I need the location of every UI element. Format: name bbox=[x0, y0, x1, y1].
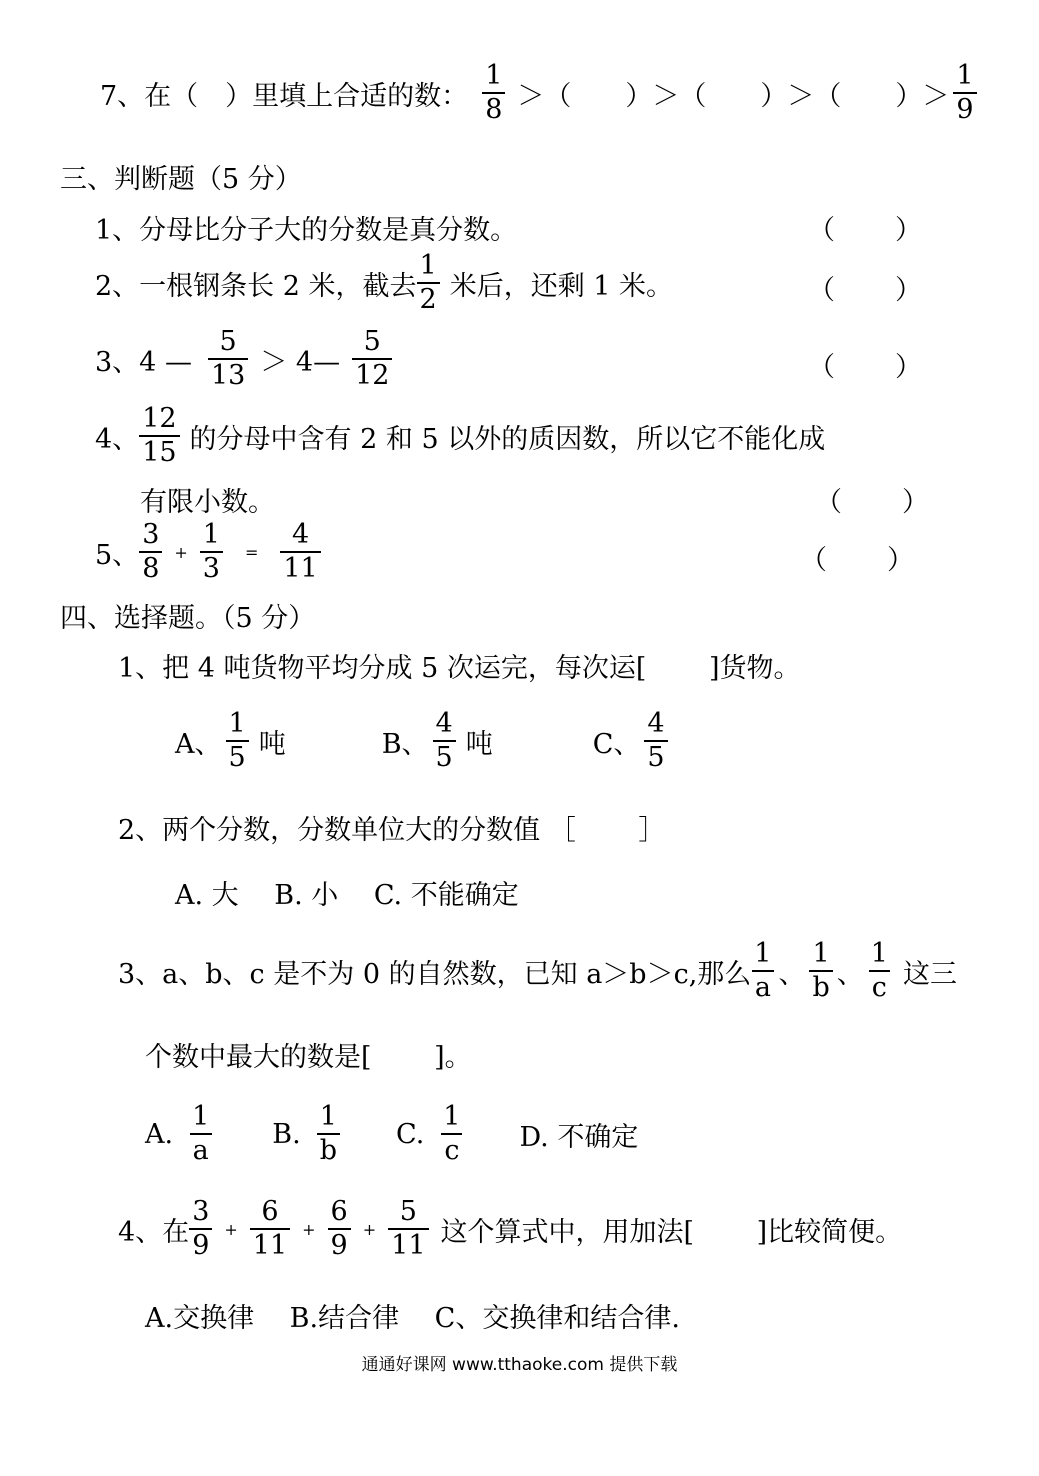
choice-q4 bbox=[118, 1198, 902, 1261]
numerator: 1 bbox=[319, 1101, 337, 1132]
item-text: 2、一根钢条长 2 米，截去 bbox=[95, 270, 417, 302]
choice-q3-options bbox=[145, 1103, 638, 1166]
section3-title: 三、判断题（5 分） bbox=[60, 164, 302, 195]
fraction bbox=[868, 940, 891, 1003]
item-text: 5、 bbox=[95, 539, 140, 571]
item-text: 3、4 — bbox=[95, 346, 192, 378]
fraction bbox=[388, 1198, 428, 1261]
numerator: 4 bbox=[435, 708, 453, 739]
option-label: B. bbox=[272, 1118, 301, 1150]
fraction bbox=[250, 1198, 290, 1261]
numerator: 1 bbox=[812, 938, 830, 969]
denominator: 12 bbox=[352, 358, 392, 390]
fraction bbox=[433, 710, 456, 773]
fraction bbox=[189, 1198, 212, 1261]
denominator: 11 bbox=[280, 551, 320, 583]
fraction bbox=[482, 62, 505, 125]
answer-paren[interactable]: （ ） bbox=[815, 487, 931, 518]
judge-item-5 bbox=[95, 521, 325, 584]
judge-item-3 bbox=[95, 328, 396, 391]
item-text: 米后，还剩 1 米。 bbox=[449, 270, 674, 302]
fraction bbox=[200, 521, 223, 584]
numerator: 1 bbox=[754, 938, 772, 969]
separator: 、 bbox=[836, 958, 864, 990]
choice-q3-line2: 个数中最大的数是[ ]。 bbox=[145, 1042, 472, 1073]
numerator: 5 bbox=[363, 326, 381, 357]
fraction bbox=[352, 328, 392, 391]
denominator: c bbox=[441, 1133, 462, 1165]
option-label: A、 bbox=[175, 728, 222, 760]
denominator: 13 bbox=[208, 358, 248, 390]
denominator: 9 bbox=[953, 92, 976, 124]
fraction bbox=[644, 710, 667, 773]
answer-paren[interactable]: （ ） bbox=[808, 352, 924, 383]
fraction bbox=[440, 1103, 463, 1166]
numerator: 1 bbox=[956, 60, 974, 91]
item-text: 这三 bbox=[902, 958, 957, 990]
equals-sign: = bbox=[244, 542, 259, 562]
fraction bbox=[328, 1198, 351, 1261]
choice-q3 bbox=[118, 940, 957, 1003]
fraction bbox=[139, 521, 162, 584]
denominator: a bbox=[752, 970, 774, 1002]
denominator: 5 bbox=[433, 740, 456, 772]
fraction bbox=[139, 405, 179, 468]
denominator: 15 bbox=[139, 435, 179, 467]
denominator: 8 bbox=[482, 92, 505, 124]
choice-q1-options bbox=[175, 710, 672, 773]
option-label: C、 bbox=[592, 728, 641, 760]
fraction bbox=[809, 940, 832, 1003]
numerator: 3 bbox=[142, 519, 160, 550]
fraction bbox=[280, 521, 320, 584]
fraction bbox=[208, 328, 248, 391]
separator: 、 bbox=[778, 958, 806, 990]
judge-item-4 bbox=[95, 405, 825, 468]
numerator: 4 bbox=[291, 519, 310, 550]
option-label: B、 bbox=[381, 728, 429, 760]
plus-sign: + bbox=[224, 1219, 238, 1239]
q7-prefix: 7、在（ ）里填上合适的数： bbox=[100, 80, 469, 112]
choice-q1: 1、把 4 吨货物平均分成 5 次运完，每次运[ ]货物。 bbox=[118, 653, 801, 684]
numerator: 6 bbox=[261, 1196, 279, 1227]
fraction bbox=[953, 62, 976, 125]
q7-chain: ＞（ ）＞（ ）＞（ ）＞ bbox=[517, 80, 950, 112]
denominator: 11 bbox=[388, 1228, 428, 1260]
item-text: 4、 bbox=[95, 423, 140, 455]
option-label: A. bbox=[145, 1118, 174, 1150]
numerator: 1 bbox=[870, 938, 888, 969]
answer-paren[interactable]: （ ） bbox=[808, 215, 924, 246]
choice-q2-options: A. 大 B. 小 C. 不能确定 bbox=[175, 880, 519, 911]
item-text: 的分母中含有 2 和 5 以外的质因数，所以它不能化成 bbox=[189, 423, 826, 455]
denominator: 5 bbox=[644, 740, 667, 772]
numerator: 4 bbox=[647, 708, 665, 739]
denominator: 9 bbox=[189, 1228, 212, 1260]
denominator: a bbox=[190, 1133, 212, 1165]
fraction bbox=[317, 1103, 340, 1166]
option-label: C. bbox=[396, 1118, 425, 1150]
denominator: 8 bbox=[139, 551, 162, 583]
numerator: 1 bbox=[202, 519, 220, 550]
denominator: 2 bbox=[417, 282, 440, 314]
choice-q4-options: A.交换律 B.结合律 C、交换律和结合律. bbox=[145, 1303, 680, 1334]
numerator: 1 bbox=[228, 708, 246, 739]
numerator: 12 bbox=[142, 403, 177, 434]
numerator: 1 bbox=[419, 250, 437, 281]
answer-paren[interactable]: （ ） bbox=[800, 545, 916, 576]
fraction bbox=[189, 1103, 212, 1166]
item-text: 4、在 bbox=[118, 1216, 190, 1248]
numerator: 5 bbox=[219, 326, 237, 357]
item-text: ＞ 4— bbox=[260, 346, 341, 378]
fraction bbox=[751, 940, 774, 1003]
numerator: 6 bbox=[330, 1196, 348, 1227]
section4-title: 四、选择题。（5 分） bbox=[60, 603, 316, 634]
numerator: 1 bbox=[443, 1101, 461, 1132]
denominator: 11 bbox=[250, 1228, 290, 1260]
denominator: b bbox=[809, 970, 832, 1002]
plus-sign: + bbox=[174, 542, 188, 562]
q7-line bbox=[100, 62, 981, 125]
judge-item-2 bbox=[95, 252, 673, 315]
fraction bbox=[226, 710, 249, 773]
denominator: b bbox=[317, 1133, 340, 1165]
item-text: 3、a、b、c 是不为 0 的自然数，已知 a＞b＞c,那么 bbox=[118, 958, 752, 990]
judge-item-1: 1、分母比分子大的分数是真分数。 bbox=[95, 215, 518, 246]
plus-sign: + bbox=[302, 1219, 316, 1239]
option-d: D. 不确定 bbox=[519, 1121, 639, 1153]
unit: 吨 bbox=[465, 728, 493, 760]
numerator: 1 bbox=[485, 60, 503, 91]
judge-item-4-line2: 有限小数。 bbox=[140, 487, 275, 518]
denominator: 9 bbox=[328, 1228, 351, 1260]
choice-q2: 2、两个分数，分数单位大的分数值 ［ ］ bbox=[118, 815, 666, 846]
plus-sign: + bbox=[362, 1219, 377, 1239]
denominator: 3 bbox=[200, 551, 223, 583]
page-footer: 通通好课网 www.tthaoke.com 提供下载 bbox=[361, 1355, 678, 1375]
denominator: c bbox=[869, 970, 890, 1002]
fraction bbox=[417, 252, 440, 315]
numerator: 5 bbox=[399, 1196, 417, 1227]
numerator: 3 bbox=[192, 1196, 210, 1227]
unit: 吨 bbox=[258, 728, 286, 760]
item-text: 这个算式中，用加法[ ]比较简便。 bbox=[440, 1216, 903, 1248]
answer-paren[interactable]: （ ） bbox=[808, 275, 924, 306]
numerator: 1 bbox=[192, 1101, 210, 1132]
denominator: 5 bbox=[226, 740, 249, 772]
